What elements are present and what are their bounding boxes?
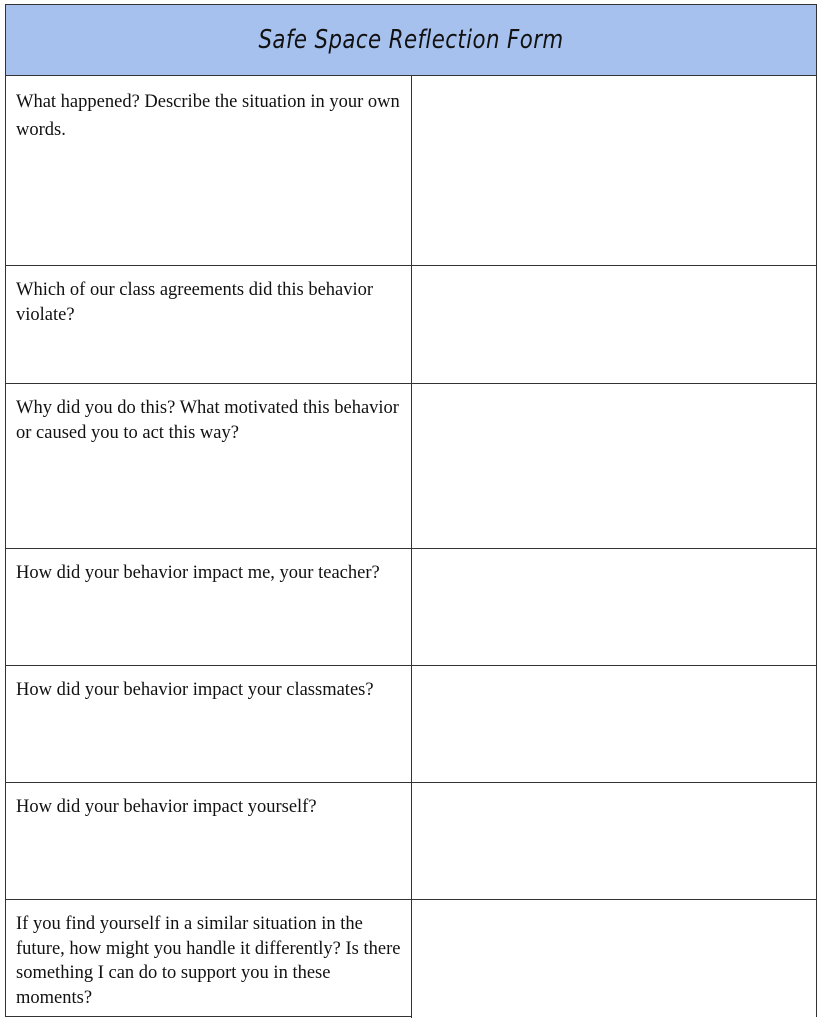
question-row-future-handling [6, 900, 816, 1018]
question-prompt: How did your behavior impact your classmates? [6, 666, 412, 782]
answer-field-impact-self[interactable] [412, 783, 816, 899]
form-header [6, 5, 816, 76]
question-prompt: How did your behavior impact me, your teacher? [6, 549, 412, 665]
answer-field-motivation[interactable] [412, 384, 816, 548]
question-prompt: Which of our class agreements did this behavior violate? [6, 266, 412, 383]
question-row-what-happened [6, 76, 816, 266]
question-row-impact-teacher [6, 549, 816, 666]
form-title: Safe Space Reflection Form [258, 25, 564, 55]
answer-field-impact-classmates[interactable] [412, 666, 816, 782]
question-row-motivation [6, 384, 816, 549]
question-row-class-agreements [6, 266, 816, 384]
question-prompt: What happened? Describe the situation in your own words. [6, 76, 412, 265]
answer-field-what-happened[interactable] [412, 76, 816, 265]
question-prompt: If you find yourself in a similar situation in the future, how might you handle it differently? Is there something I can do to support you in these moments? [6, 900, 412, 1018]
answer-field-impact-teacher[interactable] [412, 549, 816, 665]
question-row-impact-classmates [6, 666, 816, 783]
answer-field-future-handling[interactable] [412, 900, 816, 1018]
question-row-impact-self [6, 783, 816, 900]
answer-field-class-agreements[interactable] [412, 266, 816, 383]
question-prompt: Why did you do this? What motivated this behavior or caused you to act this way? [6, 384, 412, 548]
question-prompt: How did your behavior impact yourself? [6, 783, 412, 899]
reflection-form-table [5, 4, 817, 1017]
